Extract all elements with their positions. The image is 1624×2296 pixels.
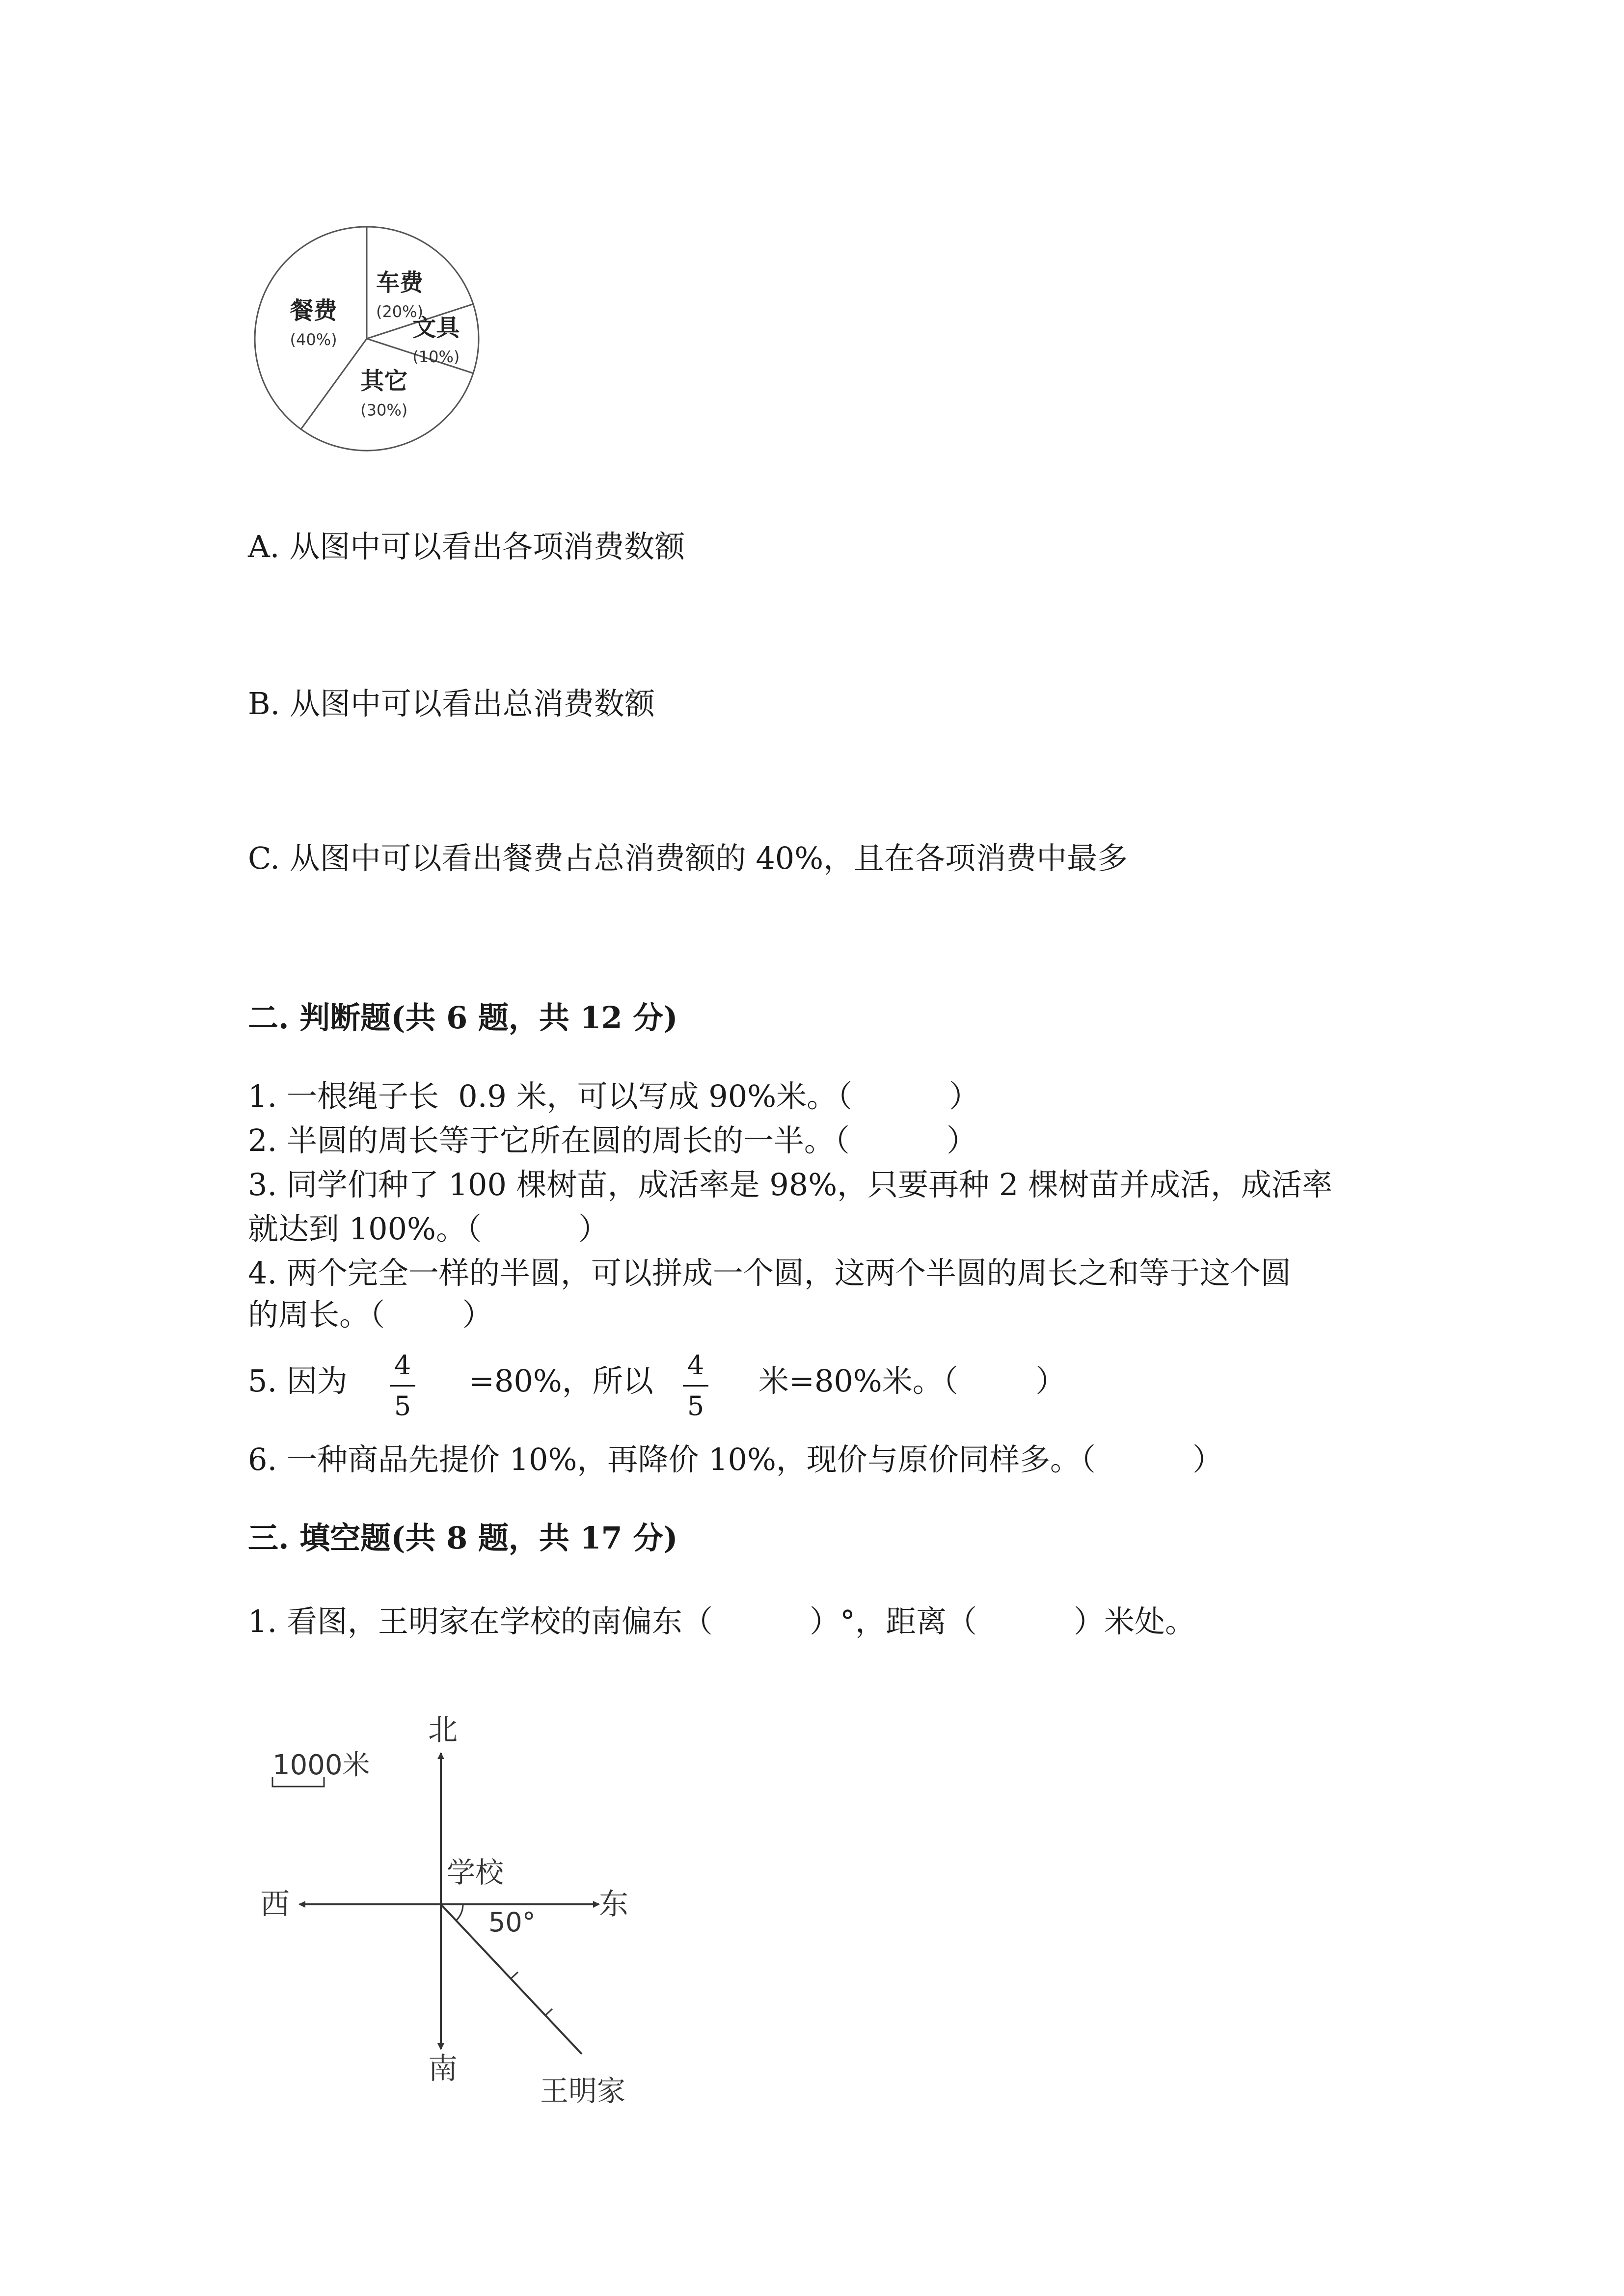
pie-label-0: 车费 [376,268,424,296]
north-label: 北 [428,1713,458,1747]
pie-label-1: 文具 [412,314,460,342]
section-3-title: 三. 填空题(共 8 题，共 17 分) [248,1520,678,1556]
tick-mark-1 [511,1972,518,1979]
fraction-denominator: 5 [394,1390,411,1421]
angle-label: 50° [488,1907,536,1938]
south-label: 南 [428,2052,458,2086]
fraction-numerator: 4 [394,1350,411,1381]
question-2-5-suffix: 米=80%米。（ ） [758,1363,1066,1399]
question-2-3-line2: 就达到 100%。（ ） [248,1211,609,1247]
question-2-4-line1: 4. 两个完全一样的半圆，可以拼成一个圆，这两个半圆的周长之和等于这个圆 [248,1255,1291,1291]
question-2-3-line1: 3. 同学们种了 100 棵树苗，成活率是 98%，只要再种 2 棵树苗并成活，成活率 [248,1167,1332,1202]
pie-value-label-0: (20%) [376,302,424,321]
home-label: 王明家 [540,2074,626,2108]
fraction-denominator: 5 [687,1390,704,1421]
question-2-4-line2: 的周长。（ ） [248,1297,493,1333]
question-2-2: 2. 半圆的周长等于它所在圆的周长的一半。（ ） [248,1122,977,1158]
pie-value-label-3: (40%) [290,330,337,349]
fraction-4-5-first [388,1351,417,1421]
compass-diagram [255,1708,658,2120]
option-c: C. 从图中可以看出餐费占总消费额的 40%，且在各项消费中最多 [248,840,1128,876]
tick-mark-2 [545,2009,552,2016]
section-2-title: 二. 判断题(共 6 题，共 12 分) [248,1000,678,1036]
question-3-1: 1. 看图，王明家在学校的南偏东（ ）°，距离（ ）米处。 [248,1603,1196,1639]
east-label: 东 [599,1887,628,1922]
pie-label-3: 餐费 [290,296,337,324]
option-a: A. 从图中可以看出各项消费数额 [248,529,685,564]
question-2-5-middle: =80%，所以 [469,1363,653,1399]
school-label: 学校 [447,1856,504,1889]
question-2-5-prefix: 5. 因为 [248,1363,348,1399]
pie-value-label-2: (30%) [360,400,408,420]
pie-value-label-1: (10%) [412,347,460,366]
question-2-6: 6. 一种商品先提价 10%，再降价 10%，现价与原价同样多。（ ） [248,1442,1223,1477]
question-2-1: 1. 一根绳子长 0.9 米，可以写成 90%米。（ ） [248,1078,980,1114]
scale-label: 1000米 [272,1749,370,1781]
angle-arc [456,1904,463,1921]
scale-bar [272,1749,370,1787]
pie-chart [250,216,496,452]
option-b: B. 从图中可以看出总消费数额 [248,686,655,721]
pie-label-2: 其它 [360,367,408,395]
fraction-numerator: 4 [687,1350,704,1381]
fraction-4-5-second [681,1351,710,1421]
west-label: 西 [260,1887,290,1922]
